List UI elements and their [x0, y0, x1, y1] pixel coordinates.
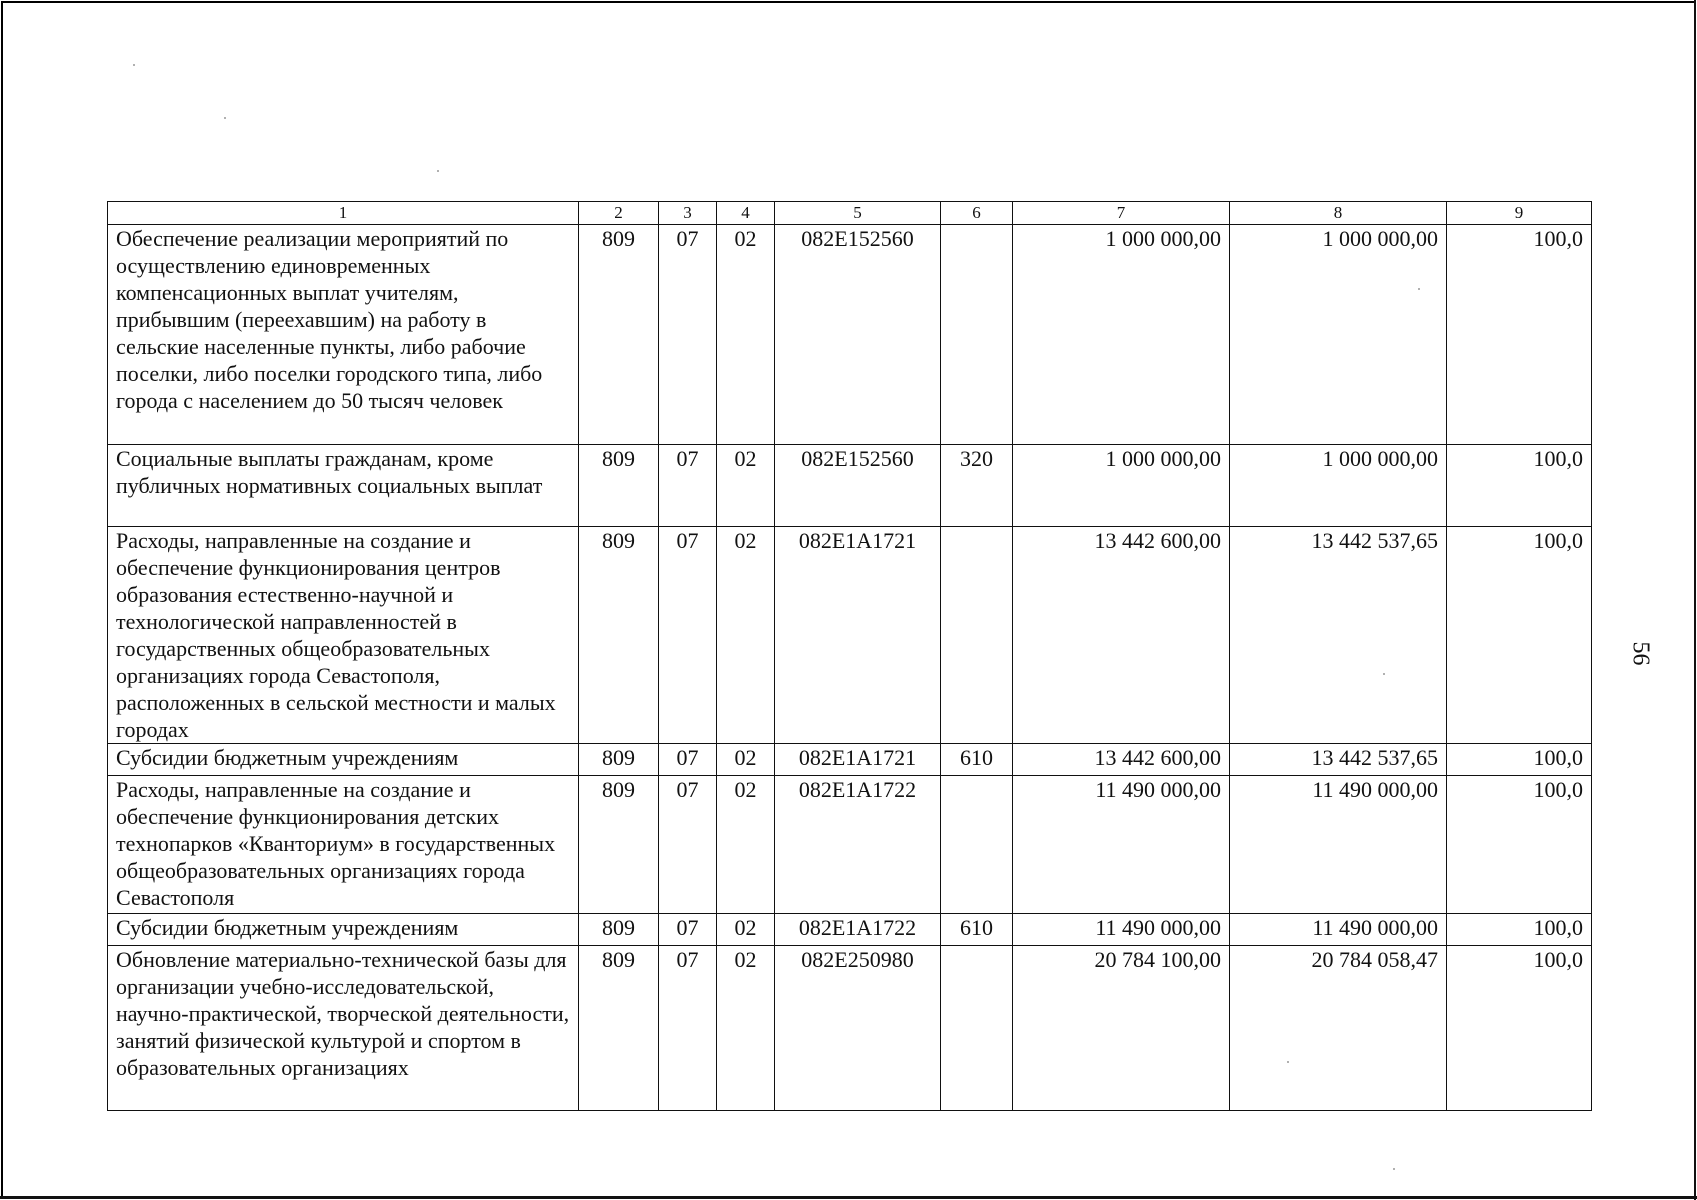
row-target-article: 082E1A1722 [775, 914, 941, 946]
budget-table [107, 201, 1592, 1111]
row-actual-amount: 11 490 000,00 [1230, 776, 1447, 914]
row-section-code: 07 [659, 946, 717, 1111]
row-target-article: 082E1A1721 [775, 527, 941, 744]
scan-speck [224, 117, 226, 119]
table-row [108, 776, 1592, 914]
row-section-code: 07 [659, 744, 717, 776]
row-expense-type [941, 527, 1013, 744]
row-planned-amount: 11 490 000,00 [1013, 914, 1230, 946]
table-row [108, 225, 1592, 445]
row-subsection-code: 02 [717, 225, 775, 445]
row-percent: 100,0 [1447, 914, 1592, 946]
row-actual-amount: 1 000 000,00 [1230, 225, 1447, 445]
row-name: Расходы, направленные на создание и обеспечение функционирования центров образования естественно-научной и технологической направленностей в государственных общеобразовательных организациях города Севастополя, расположенных в сельской местности и малых городах [108, 527, 579, 744]
row-subsection-code: 02 [717, 914, 775, 946]
row-subsection-code: 02 [717, 776, 775, 914]
row-name: Субсидии бюджетным учреждениям [108, 744, 579, 776]
header-cell-7: 7 [1013, 202, 1230, 225]
row-admin-code: 809 [579, 225, 659, 445]
row-subsection-code: 02 [717, 744, 775, 776]
row-target-article: 082E152560 [775, 445, 941, 527]
row-expense-type [941, 225, 1013, 445]
row-actual-amount: 13 442 537,65 [1230, 744, 1447, 776]
header-cell-9: 9 [1447, 202, 1592, 225]
scan-speck [1383, 673, 1385, 675]
header-row [108, 202, 1592, 225]
table-row [108, 946, 1592, 1111]
row-subsection-code: 02 [717, 946, 775, 1111]
row-actual-amount: 20 784 058,47 [1230, 946, 1447, 1111]
row-expense-type: 320 [941, 445, 1013, 527]
row-target-article: 082E1A1721 [775, 744, 941, 776]
table-row [108, 914, 1592, 946]
row-name: Расходы, направленные на создание и обеспечение функционирования детских технопарков «Кванториум» в государственных общеобразовательных организациях города Севастополя [108, 776, 579, 914]
row-subsection-code: 02 [717, 527, 775, 744]
header-cell-1: 1 [108, 202, 579, 225]
header-cell-3: 3 [659, 202, 717, 225]
row-actual-amount: 13 442 537,65 [1230, 527, 1447, 744]
row-expense-type [941, 776, 1013, 914]
table-row [108, 527, 1592, 744]
row-name: Обеспечение реализации мероприятий по осуществлению единовременных компенсационных выплат учителям, прибывшим (переехавшим) на работу в сельские населенные пункты, либо рабочие поселки, либо поселки городского типа, либо города с населением до 50 тысяч человек [108, 225, 579, 445]
row-percent: 100,0 [1447, 946, 1592, 1111]
table-row [108, 445, 1592, 527]
row-actual-amount: 1 000 000,00 [1230, 445, 1447, 527]
scan-speck [1287, 1061, 1289, 1063]
scan-speck [1393, 1168, 1395, 1170]
row-planned-amount: 1 000 000,00 [1013, 225, 1230, 445]
row-name: Обновление материально-технической базы для организации учебно-исследовательской, научно-практической, творческой деятельности, занятий физической культурой и спортом в образовательных организациях [108, 946, 579, 1111]
row-name: Субсидии бюджетным учреждениям [108, 914, 579, 946]
row-percent: 100,0 [1447, 776, 1592, 914]
row-percent: 100,0 [1447, 445, 1592, 527]
row-percent: 100,0 [1447, 744, 1592, 776]
row-target-article: 082E250980 [775, 946, 941, 1111]
row-section-code: 07 [659, 776, 717, 914]
row-name: Социальные выплаты гражданам, кроме публичных нормативных социальных выплат [108, 445, 579, 527]
page-right-edge [1694, 0, 1696, 1200]
row-target-article: 082E1A1722 [775, 776, 941, 914]
row-actual-amount: 11 490 000,00 [1230, 914, 1447, 946]
header-cell-4: 4 [717, 202, 775, 225]
row-planned-amount: 1 000 000,00 [1013, 445, 1230, 527]
row-percent: 100,0 [1447, 527, 1592, 744]
page-bottom-edge [0, 1196, 1697, 1199]
scan-speck [1418, 288, 1420, 290]
table-row [108, 744, 1592, 776]
row-admin-code: 809 [579, 744, 659, 776]
scan-speck [437, 170, 439, 172]
row-admin-code: 809 [579, 946, 659, 1111]
row-percent: 100,0 [1447, 225, 1592, 445]
header-cell-5: 5 [775, 202, 941, 225]
header-cell-6: 6 [941, 202, 1013, 225]
row-planned-amount: 13 442 600,00 [1013, 744, 1230, 776]
row-section-code: 07 [659, 527, 717, 744]
row-planned-amount: 13 442 600,00 [1013, 527, 1230, 744]
row-admin-code: 809 [579, 776, 659, 914]
row-section-code: 07 [659, 914, 717, 946]
page-number: 56 [1627, 641, 1654, 666]
row-planned-amount: 20 784 100,00 [1013, 946, 1230, 1111]
row-admin-code: 809 [579, 445, 659, 527]
header-cell-2: 2 [579, 202, 659, 225]
scan-speck [133, 64, 135, 66]
row-section-code: 07 [659, 225, 717, 445]
header-cell-8: 8 [1230, 202, 1447, 225]
row-planned-amount: 11 490 000,00 [1013, 776, 1230, 914]
row-expense-type [941, 946, 1013, 1111]
row-subsection-code: 02 [717, 445, 775, 527]
row-admin-code: 809 [579, 527, 659, 744]
row-expense-type: 610 [941, 914, 1013, 946]
row-section-code: 07 [659, 445, 717, 527]
row-target-article: 082E152560 [775, 225, 941, 445]
row-admin-code: 809 [579, 914, 659, 946]
row-expense-type: 610 [941, 744, 1013, 776]
